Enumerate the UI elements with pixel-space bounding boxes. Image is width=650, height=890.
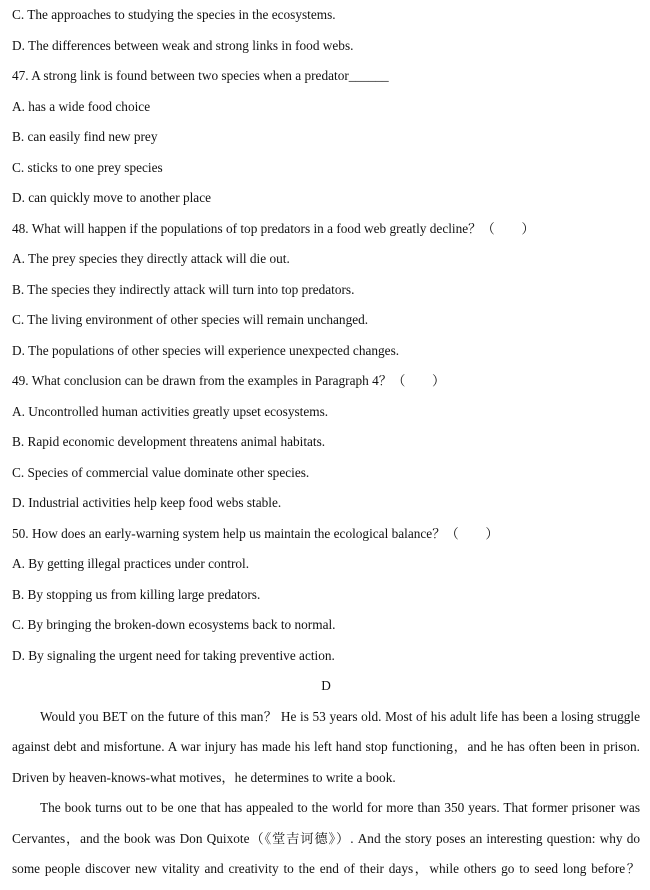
passage-line: The book turns out to be one that has appealed to the world for more than 350 years. That former prisoner was [40,800,640,815]
option-a-50: A. By getting illegal practices under control. [12,556,250,571]
option-b-48: B. The species they indirectly attack will turn into top predators. [12,281,355,297]
document-page [12,5,640,890]
question-47: 47. A strong link is found between two species when a predator______ [12,68,389,83]
passage-line: against debt and misfortune. A war injury has made his left hand stop functioning，and he has often been in prison. [12,739,640,754]
option-c-46: C. The approaches to studying the species in the ecosystems. [12,7,336,22]
option-c-47: C. sticks to one prey species [12,159,163,175]
option-d-50: D. By signaling the urgent need for taking preventive action. [12,647,335,663]
option-c-50: C. By bringing the broken-down ecosystems back to normal. [12,617,336,632]
passage-line: Driven by heaven-knows-what motives，he determines to write a book. [12,769,396,785]
option-a-49: A. Uncontrolled human activities greatly upset ecosystems. [12,403,329,419]
passage-line: Would you BET on the future of this man？ He is 53 years old. Most of his adult life has been a losing struggle [40,708,640,724]
option-d-47: D. can quickly move to another place [12,190,212,205]
passage-line: Cervantes，and the book was Don Quixote（《堂吉诃德》）. And the story poses an interesting question: why do [12,830,640,846]
option-b-50: B. By stopping us from killing large predators. [12,586,261,602]
option-c-48: C. The living environment of other species will remain unchanged. [12,312,369,327]
section-heading: D [321,678,331,693]
option-d-49: D. Industrial activities help keep food webs stable. [12,495,282,510]
passage-line: some people discover new vitality and creativity to the end of their days，while others go to seed long before？ [12,861,640,876]
option-d-48: D. The populations of other species will experience unexpected changes. [12,342,400,358]
option-a-48: A. The prey species they directly attack will die out. [12,251,290,266]
option-b-47: B. can easily find new prey [12,129,158,144]
option-d-46: D. The differences between weak and strong links in food webs. [12,37,354,53]
option-b-49: B. Rapid economic development threatens animal habitats. [12,434,326,449]
option-a-47: A. has a wide food choice [12,98,151,114]
question-48: 48. What will happen if the populations of top predators in a food web greatly decline？（ ） [12,220,535,236]
question-50: 50. How does an early-warning system help us maintain the ecological balance？（ ） [12,525,499,541]
option-c-49: C. Species of commercial value dominate other species. [12,464,310,480]
question-49: 49. What conclusion can be drawn from the examples in Paragraph 4？（ ） [12,373,446,388]
